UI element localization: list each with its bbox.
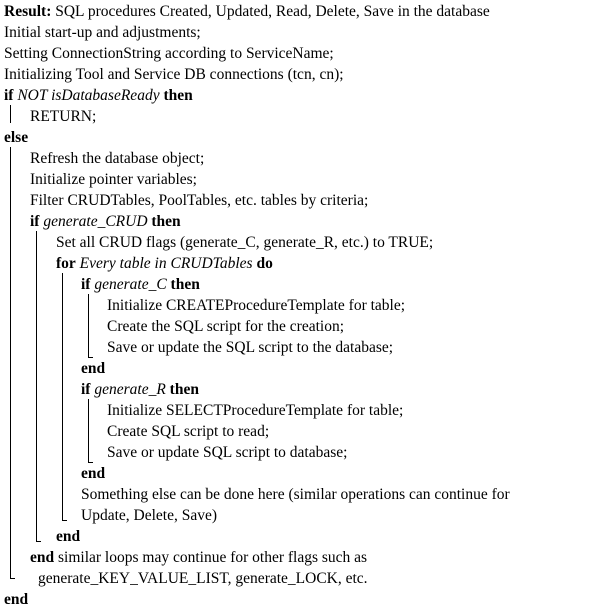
return-statement: RETURN; [30, 108, 97, 125]
if-keyword: if [30, 213, 40, 230]
result-text: SQL procedures Created, Updated, Read, Delete, Save in the database [55, 3, 490, 20]
if-condition: generate_R [94, 381, 166, 398]
end-loops-continuation: generate_KEY_VALUE_LIST, generate_LOCK, etc. [38, 570, 368, 587]
block-rule-end [62, 520, 67, 521]
algorithm-line: Initialize SELECTProcedureTemplate for table; [107, 402, 404, 419]
algorithm-line: Update, Delete, Save) [81, 507, 217, 524]
then-keyword: then [151, 213, 181, 230]
block-rule-end [10, 578, 15, 579]
algorithm-line: Save or update the SQL script to the database; [107, 339, 394, 356]
block-rule [62, 273, 63, 521]
if-condition: NOT isDatabaseReady [17, 87, 160, 104]
if-condition: generate_C [94, 276, 167, 293]
end-keyword: end [56, 528, 81, 545]
algorithm-line: Save or update SQL script to database; [107, 444, 348, 461]
algorithm-line: Setting ConnectionString according to ServiceName; [4, 45, 334, 62]
algorithm-line: Filter CRUDTables, PoolTables, etc. tables by criteria; [30, 192, 369, 209]
block-rule-end [36, 541, 41, 542]
algorithm-line: Create SQL script to read; [107, 423, 270, 440]
for-keyword: for [56, 255, 76, 272]
for-condition: Every table in CRUDTables [79, 255, 253, 272]
if-statement [4, 85, 193, 106]
if-statement [30, 211, 181, 232]
do-keyword: do [256, 255, 273, 272]
if-keyword: if [81, 381, 91, 398]
for-statement [56, 253, 273, 274]
algorithm-line: Refresh the database object; [30, 150, 205, 167]
algorithm-line: Initializing Tool and Service DB connections (tcn, cn); [4, 66, 344, 83]
algorithm-line: Initial start-up and adjustments; [4, 24, 201, 41]
result-keyword: Result: [4, 3, 52, 20]
end-keyword: end [81, 360, 106, 377]
end-loops-line [30, 547, 367, 568]
if-statement [81, 274, 200, 295]
else-keyword: else [4, 129, 29, 146]
if-keyword: if [4, 87, 14, 104]
block-rule [10, 147, 11, 579]
block-rule [10, 105, 11, 123]
then-keyword: then [163, 87, 193, 104]
algorithm-line: Initialize pointer variables; [30, 171, 197, 188]
algorithm-line: Set all CRUD flags (generate_C, generate_R, etc.) to TRUE; [56, 234, 434, 251]
then-keyword: then [169, 381, 199, 398]
then-keyword: then [170, 276, 200, 293]
block-rule [88, 399, 89, 463]
end-loops-text: similar loops may continue for other flags such as [58, 549, 368, 566]
end-keyword: end [4, 591, 29, 608]
block-rule [88, 294, 89, 358]
end-keyword: end [81, 465, 106, 482]
if-keyword: if [81, 276, 91, 293]
block-rule [36, 231, 37, 542]
algorithm-line: Create the SQL script for the creation; [107, 318, 345, 335]
algorithm-line: Initialize CREATEProcedureTemplate for table; [107, 297, 406, 314]
if-condition: generate_CRUD [43, 213, 148, 230]
result-line [4, 1, 490, 22]
if-statement [81, 379, 199, 400]
end-keyword: end [30, 549, 55, 566]
algorithm-line: Something else can be done here (similar operations can continue for [81, 486, 510, 503]
